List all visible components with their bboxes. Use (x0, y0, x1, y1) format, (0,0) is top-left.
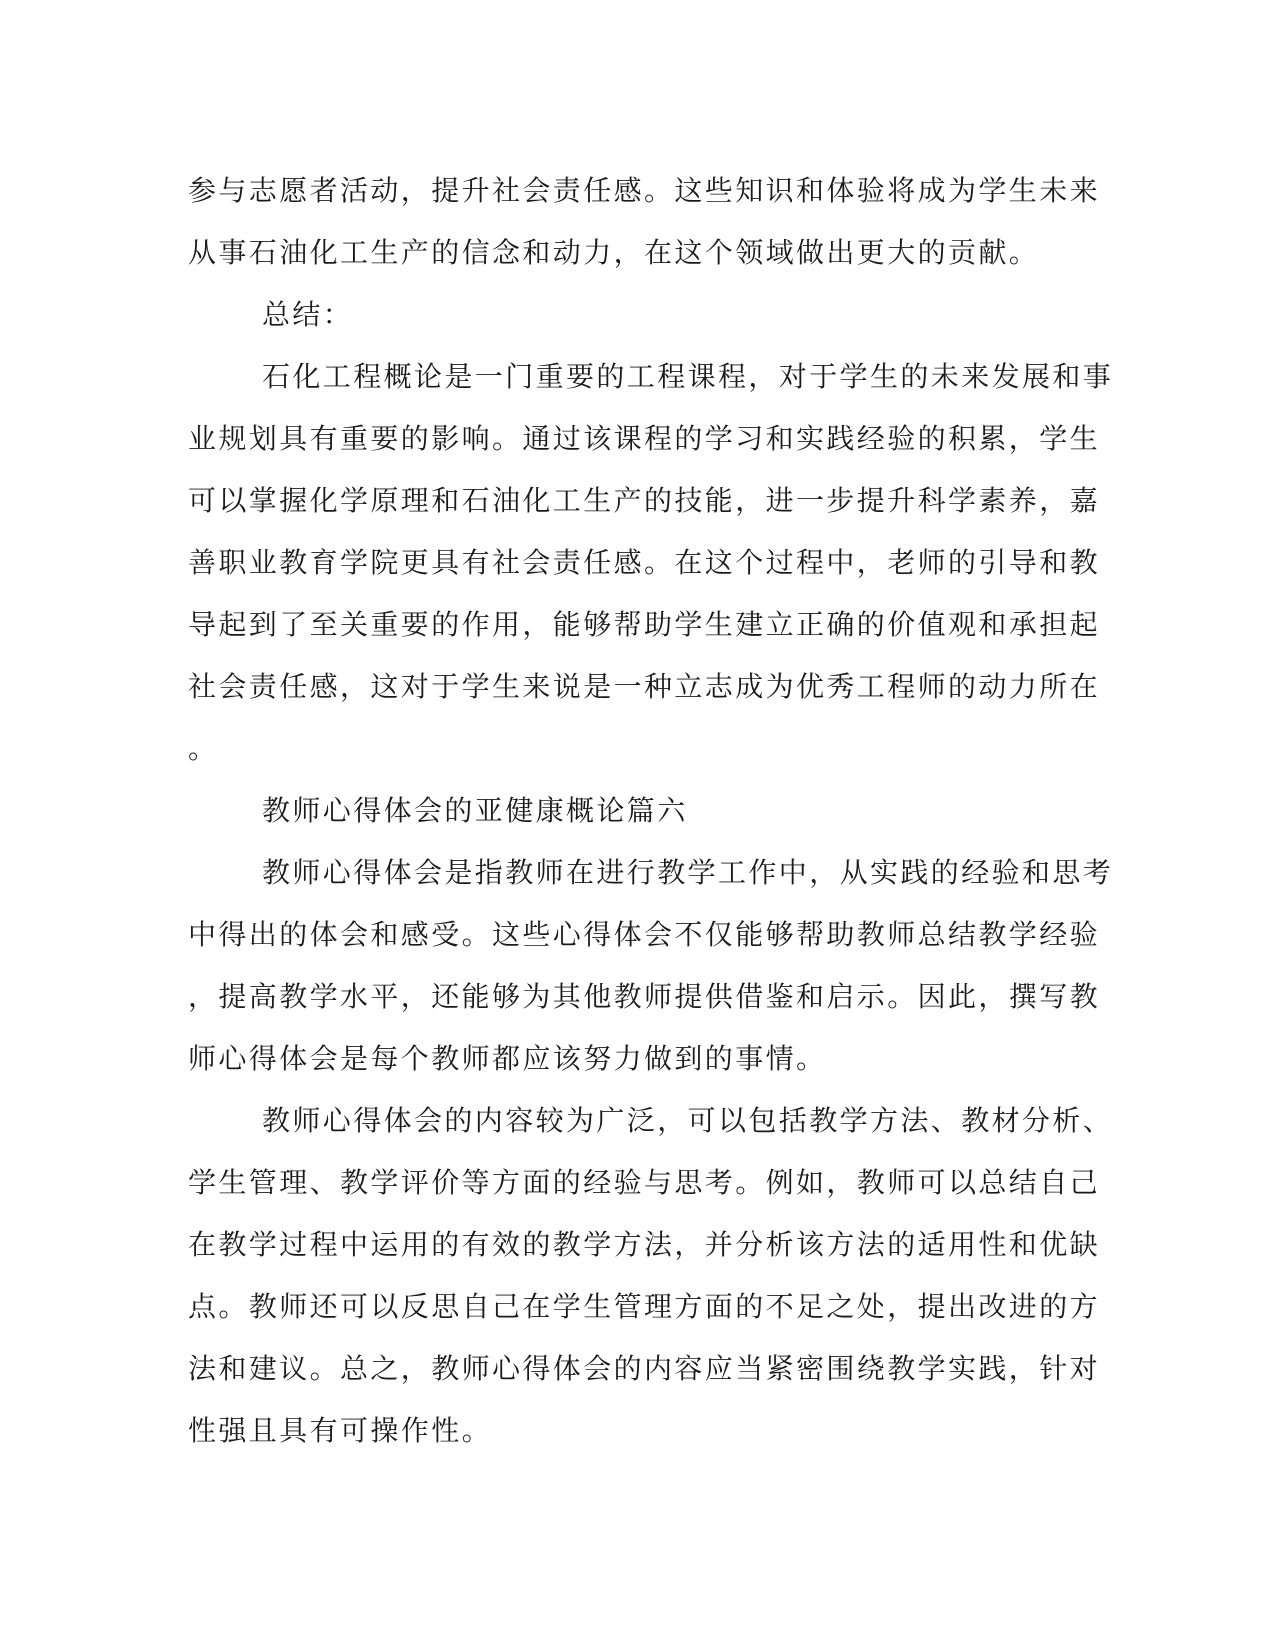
section-label-summary: 总结： (262, 298, 354, 331)
text-line: 从事石油化工生产的信念和动力，在这个领域做出更大的贡献。 (188, 236, 1040, 269)
text-line: 中得出的体会和感受。这些心得体会不仅能够帮助教师总结教学经验 (188, 918, 1101, 951)
text-line: 。 (188, 732, 219, 765)
text-line: 师心得体会是每个教师都应该努力做到的事情。 (188, 1042, 827, 1075)
text-line: 业规划具有重要的影响。通过该课程的学习和实践经验的积累，学生 (188, 422, 1101, 455)
text-line: 点。教师还可以反思自己在学生管理方面的不足之处，提出改进的方 (188, 1290, 1101, 1323)
document-body (188, 160, 1114, 1462)
text-line: 教师心得体会的内容较为广泛，可以包括教学方法、教材分析、 (262, 1104, 1114, 1137)
text-line: 学生管理、教学评价等方面的经验与思考。例如，教师可以总结自己 (188, 1166, 1101, 1199)
section-heading: 教师心得体会的亚健康概论篇六 (262, 794, 688, 827)
text-line: ，提高教学水平，还能够为其他教师提供借鉴和启示。因此，撰写教 (188, 980, 1101, 1013)
text-line: 在教学过程中运用的有效的教学方法，并分析该方法的适用性和优缺 (188, 1228, 1101, 1261)
text-line: 法和建议。总之，教师心得体会的内容应当紧密围绕教学实践，针对 (188, 1352, 1101, 1385)
text-line: 善职业教育学院更具有社会责任感。在这个过程中，老师的引导和教 (188, 546, 1101, 579)
text-line: 导起到了至关重要的作用，能够帮助学生建立正确的价值观和承担起 (188, 608, 1101, 641)
text-line: 可以掌握化学原理和石油化工生产的技能，进一步提升科学素养，嘉 (188, 484, 1101, 517)
text-line: 社会责任感，这对于学生来说是一种立志成为优秀工程师的动力所在 (188, 670, 1101, 703)
text-line: 石化工程概论是一门重要的工程课程，对于学生的未来发展和事 (262, 360, 1114, 393)
text-line: 性强且具有可操作性。 (188, 1414, 493, 1447)
text-line: 参与志愿者活动，提升社会责任感。这些知识和体验将成为学生未来 (188, 174, 1101, 207)
text-line: 教师心得体会是指教师在进行教学工作中，从实践的经验和思考 (262, 856, 1114, 889)
